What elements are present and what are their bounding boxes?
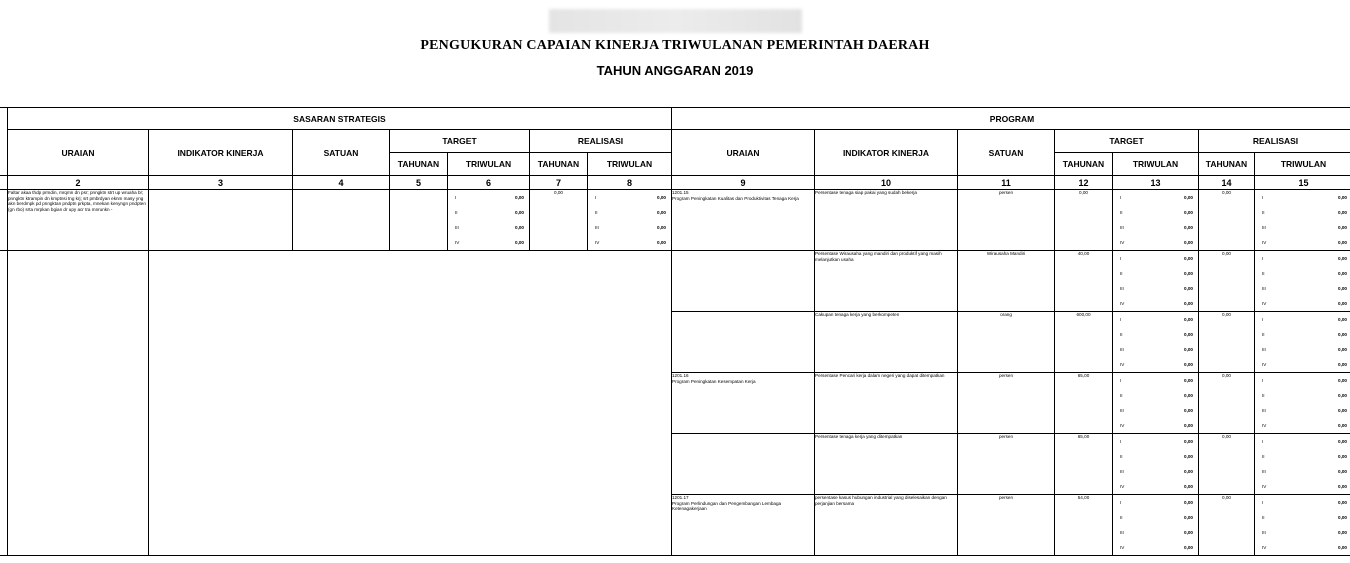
program-target-tahunan: 65,00 [1055,434,1113,495]
quarter-value: 0,00 [1338,514,1347,520]
quarter-line [1113,205,1198,220]
column-number: 7 [530,176,588,190]
quarter-label: III [1120,285,1124,291]
quarter-label: III [1262,346,1266,352]
quarter-value: 0,00 [1338,377,1347,383]
quarter-label: IV [1262,544,1267,550]
sasaran-target-triwulan-header: TRIWULAN [448,153,530,176]
row-no-cell [0,190,8,251]
quarter-label: II [1262,514,1265,520]
quarter-value: 0,00 [1184,224,1193,230]
column-number-row [0,176,1350,190]
sasaran-target-tahunan [390,190,448,251]
quarter-label: III [595,224,599,230]
quarter-line [1113,220,1198,235]
quarter-value: 0,00 [1338,331,1347,337]
sasaran-satuan-header: SATUAN [293,130,390,176]
quarter-line [1113,510,1198,525]
program-uraian [672,434,815,495]
quarter-label: I [1262,438,1264,444]
quarter-label: IV [1262,239,1267,245]
program-indikator: Persentase tenaga siap pakai yang sudah bekerja [815,190,958,251]
program-uraian-header: URAIAN [672,130,815,176]
quarter-line [448,190,529,205]
redacted-agency-name [549,9,802,33]
quarter-label: II [1262,453,1265,459]
performance-table [0,107,1350,556]
program-real-tahunan: 0,00 [1199,434,1255,495]
table-row [0,251,1350,312]
program-satuan: persen [958,373,1055,434]
quarter-line [1255,540,1350,555]
quarter-label: II [1120,270,1123,276]
quarter-label: I [1120,194,1122,200]
quarter-label: III [1120,407,1124,413]
quarter-line [1113,418,1198,433]
program-uraian [672,251,815,312]
column-number: 11 [958,176,1055,190]
quarter-value: 0,00 [1338,361,1347,367]
quarter-line [1113,434,1198,449]
quarter-value: 0,00 [1338,255,1347,261]
quarter-line [1255,312,1350,327]
quarter-value: 0,00 [1338,194,1347,200]
quarter-value: 0,00 [1338,224,1347,230]
sasaran-indikator [149,190,293,251]
quarter-value: 0,00 [657,209,666,215]
program-satuan: Wirausaha Mandiri [958,251,1055,312]
sasaran-uraian-header: URAIAN [8,130,149,176]
quarter-line [588,190,671,205]
quarter-label: IV [1262,483,1267,489]
column-number: 14 [1199,176,1255,190]
program-satuan: orang [958,312,1055,373]
program-indikator: Persentase tenaga kerja yang ditempatkan [815,434,958,495]
program-indikator: Persentase Wirausaha yang mandiri dan produktif yang masih melanjutkan usaha [815,251,958,312]
quarter-value: 0,00 [657,224,666,230]
quarter-value: 0,00 [1338,529,1347,535]
quarter-value: 0,00 [1184,544,1193,550]
quarter-value: 0,00 [1338,499,1347,505]
program-target-triwulan [1113,312,1199,373]
quarter-value: 0,00 [1338,316,1347,322]
quarter-label: III [1120,468,1124,474]
quarter-label: III [1120,529,1124,535]
quarter-value: 0,00 [657,239,666,245]
quarter-line [1255,190,1350,205]
program-satuan: persen [958,434,1055,495]
quarter-line [1255,281,1350,296]
program-real-triwulan [1255,312,1350,373]
quarter-label: IV [1120,239,1125,245]
quarter-line [588,220,671,235]
quarter-value: 0,00 [1184,499,1193,505]
quarter-value: 0,00 [1184,407,1193,413]
sasaran-real-triwulan-header: TRIWULAN [588,153,672,176]
quarter-label: III [1120,224,1124,230]
quarter-line [1255,357,1350,372]
program-satuan: persen [958,495,1055,556]
quarter-value: 0,00 [515,224,524,230]
quarter-value: 0,00 [1338,392,1347,398]
quarter-line [1113,464,1198,479]
quarter-line [1255,449,1350,464]
column-number: 13 [1113,176,1199,190]
quarter-label: I [1120,377,1122,383]
sasaran-target-triwulan [448,190,530,251]
program-real-triwulan [1255,495,1350,556]
quarter-value: 0,00 [1184,209,1193,215]
program-target-tahunan: 40,00 [1055,251,1113,312]
program-real-tahunan-header: TAHUNAN [1199,153,1255,176]
quarter-label: II [1262,270,1265,276]
quarter-line [1255,495,1350,510]
quarter-line [1113,388,1198,403]
quarter-value: 0,00 [1338,346,1347,352]
quarter-value: 0,00 [1184,453,1193,459]
quarter-label: IV [455,239,460,245]
quarter-line [1255,418,1350,433]
quarter-line [1113,312,1198,327]
sasaran-satuan [293,190,390,251]
column-number: 4 [293,176,390,190]
program-target-triwulan [1113,251,1199,312]
quarter-label: I [595,194,597,200]
quarter-label: III [455,224,459,230]
column-number: 2 [8,176,149,190]
quarter-line [1255,342,1350,357]
quarter-line [1255,510,1350,525]
quarter-value: 0,00 [1338,422,1347,428]
quarter-value: 0,00 [1184,468,1193,474]
report-subtitle: TAHUN ANGGARAN 2019 [596,63,754,78]
quarter-label: IV [1120,300,1125,306]
column-number: 9 [672,176,815,190]
quarter-label: I [1120,499,1122,505]
quarter-line [1113,235,1198,250]
quarter-value: 0,00 [1338,453,1347,459]
quarter-value: 0,00 [1184,316,1193,322]
quarter-label: II [1120,514,1123,520]
sasaran-real-triwulan [588,190,672,251]
quarter-line [1255,220,1350,235]
quarter-label: I [1120,438,1122,444]
quarter-line [1255,296,1350,311]
quarter-value: 0,00 [515,239,524,245]
sasaran-blank [8,251,149,556]
quarter-value: 0,00 [1184,483,1193,489]
quarter-value: 0,00 [1184,361,1193,367]
quarter-line [588,235,671,250]
quarter-label: IV [1262,361,1267,367]
quarter-value: 0,00 [1184,346,1193,352]
quarter-value: 0,00 [1184,514,1193,520]
column-number: 6 [448,176,530,190]
quarter-value: 0,00 [1184,438,1193,444]
sasaran-group-header: SASARAN STRATEGIS [8,108,672,130]
program-target-tahunan: 54,00 [1055,495,1113,556]
quarter-label: II [1120,392,1123,398]
quarter-label: II [595,209,598,215]
quarter-value: 0,00 [1184,270,1193,276]
quarter-value: 0,00 [1338,300,1347,306]
quarter-line [1255,373,1350,388]
quarter-line [1113,342,1198,357]
quarter-line [1113,327,1198,342]
quarter-label: III [1120,346,1124,352]
quarter-label: III [1262,285,1266,291]
program-uraian: 1201.16 Program Peningkatan Kesempatan Kerja [672,373,815,434]
quarter-label: II [1262,209,1265,215]
quarter-value: 0,00 [657,194,666,200]
quarter-line [1113,251,1198,266]
quarter-value: 0,00 [1184,392,1193,398]
program-real-triwulan [1255,190,1350,251]
program-target-tahunan: 0,00 [1055,190,1113,251]
quarter-label: I [455,194,457,200]
quarter-line [1255,266,1350,281]
quarter-line [448,220,529,235]
quarter-label: II [1120,209,1123,215]
quarter-line [1113,403,1198,418]
quarter-value: 0,00 [1338,270,1347,276]
quarter-value: 0,00 [1338,438,1347,444]
quarter-label: II [1262,392,1265,398]
quarter-line [1255,464,1350,479]
sasaran-indikator-header: INDIKATOR KINERJA [149,130,293,176]
program-uraian [672,312,815,373]
quarter-label: IV [1120,544,1125,550]
program-indikator: persentase kasus hubungan industrial yang diselesaikan dengan perjanjian bersama [815,495,958,556]
quarter-line [1113,266,1198,281]
program-target-header: TARGET [1055,130,1199,153]
sasaran-target-tahunan-header: TAHUNAN [390,153,448,176]
table-row [0,190,1350,251]
column-number: 3 [149,176,293,190]
quarter-label: I [1120,316,1122,322]
quarter-label: II [1262,331,1265,337]
quarter-line [1255,327,1350,342]
quarter-value: 0,00 [1184,300,1193,306]
program-indikator: Persentase Pencari kerja dalam negeri yang dapat ditempatkan [815,373,958,434]
program-satuan: persen [958,190,1055,251]
program-target-triwulan [1113,495,1199,556]
program-real-tahunan: 0,00 [1199,312,1255,373]
quarter-line [448,205,529,220]
quarter-line [1113,449,1198,464]
quarter-label: III [1262,468,1266,474]
program-target-triwulan [1113,190,1199,251]
sasaran-target-header: TARGET [390,130,530,153]
quarter-label: III [1262,224,1266,230]
program-target-triwulan-header: TRIWULAN [1113,153,1199,176]
column-number-blank [0,176,8,190]
sasaran-real-tahunan-header: TAHUNAN [530,153,588,176]
row-no-cell [0,251,8,556]
quarter-line [1113,357,1198,372]
quarter-value: 0,00 [1338,483,1347,489]
quarter-label: I [1262,377,1264,383]
sasaran-blank-wide [149,251,672,556]
quarter-value: 0,00 [515,194,524,200]
quarter-label: II [455,209,458,215]
quarter-value: 0,00 [1338,544,1347,550]
program-target-tahunan-header: TAHUNAN [1055,153,1113,176]
quarter-line [1255,479,1350,494]
quarter-value: 0,00 [1184,285,1193,291]
quarter-value: 0,00 [1338,285,1347,291]
column-number: 5 [390,176,448,190]
program-target-triwulan [1113,373,1199,434]
quarter-value: 0,00 [1338,407,1347,413]
program-group-header: PROGRAM [672,108,1350,130]
report-title: PENGUKURAN CAPAIAN KINERJA TRIWULANAN PEMERINTAH DAERAH [420,38,930,53]
quarter-line [588,205,671,220]
program-uraian: 1201.15 Program Peningkatan Kualitas dan Produktivitas Tenaga Kerja [672,190,815,251]
quarter-label: IV [1120,483,1125,489]
quarter-label: I [1262,194,1264,200]
quarter-label: II [1120,331,1123,337]
program-real-triwulan [1255,373,1350,434]
program-real-triwulan-header: TRIWULAN [1255,153,1350,176]
quarter-value: 0,00 [1184,422,1193,428]
program-real-tahunan: 0,00 [1199,373,1255,434]
program-real-triwulan [1255,434,1350,495]
quarter-value: 0,00 [1184,194,1193,200]
quarter-line [1113,479,1198,494]
quarter-label: IV [1262,300,1267,306]
row-no-header [0,108,8,176]
quarter-value: 0,00 [1338,209,1347,215]
quarter-label: IV [1120,422,1125,428]
column-number: 15 [1255,176,1350,190]
quarter-value: 0,00 [1184,331,1193,337]
program-real-tahunan: 0,00 [1199,251,1255,312]
program-indikator-header: INDIKATOR KINERJA [815,130,958,176]
program-satuan-header: SATUAN [958,130,1055,176]
quarter-line [1255,205,1350,220]
quarter-line [1255,434,1350,449]
quarter-label: I [1262,316,1264,322]
program-real-tahunan: 0,00 [1199,190,1255,251]
quarter-label: II [1120,453,1123,459]
program-realisasi-header: REALISASI [1199,130,1350,153]
quarter-label: I [1262,255,1264,261]
quarter-value: 0,00 [515,209,524,215]
quarter-value: 0,00 [1338,239,1347,245]
quarter-label: I [1262,499,1264,505]
quarter-line [1255,525,1350,540]
quarter-line [1113,495,1198,510]
column-number: 12 [1055,176,1113,190]
quarter-line [1255,251,1350,266]
quarter-line [1113,525,1198,540]
quarter-label: IV [1120,361,1125,367]
quarter-line [1113,190,1198,205]
quarter-value: 0,00 [1338,468,1347,474]
sasaran-realisasi-header: REALISASI [530,130,672,153]
program-target-tahunan: 65,00 [1055,373,1113,434]
quarter-value: 0,00 [1184,529,1193,535]
quarter-line [1113,281,1198,296]
program-indikator: Cakupan tenaga kerja yang berkompeten [815,312,958,373]
column-number: 8 [588,176,672,190]
quarter-line [448,235,529,250]
quarter-value: 0,00 [1184,255,1193,261]
quarter-line [1255,235,1350,250]
quarter-label: III [1262,529,1266,535]
quarter-label: IV [1262,422,1267,428]
sasaran-real-tahunan: 0,00 [530,190,588,251]
program-real-tahunan: 0,00 [1199,495,1255,556]
column-number: 10 [815,176,958,190]
program-uraian: 1201.17 Program Perlindungan dan Pengembangan Lembaga Ketenagakerjaan [672,495,815,556]
quarter-label: IV [595,239,600,245]
program-target-tahunan: 600,00 [1055,312,1113,373]
sasaran-uraian: Faltar akaa thdp prmdin, mrqmn dn psr; pnngktn strt up wruaha br; pnngktn ktrampin dn kmptnsi tng krj; srt pmbrdyan eknm masy yng akn berdmpk pd pnngktan pndptn prkpta, mnekan kenyngn pndpten (gn rbo) srta mrpkan bgian dr upy acr tra mnrunkn - [8,190,149,251]
quarter-line [1255,403,1350,418]
quarter-label: I [1120,255,1122,261]
quarter-label: III [1262,407,1266,413]
quarter-line [1113,540,1198,555]
quarter-value: 0,00 [1184,377,1193,383]
quarter-value: 0,00 [1184,239,1193,245]
quarter-line [1255,388,1350,403]
program-target-triwulan [1113,434,1199,495]
quarter-line [1113,296,1198,311]
quarter-line [1113,373,1198,388]
program-real-triwulan [1255,251,1350,312]
